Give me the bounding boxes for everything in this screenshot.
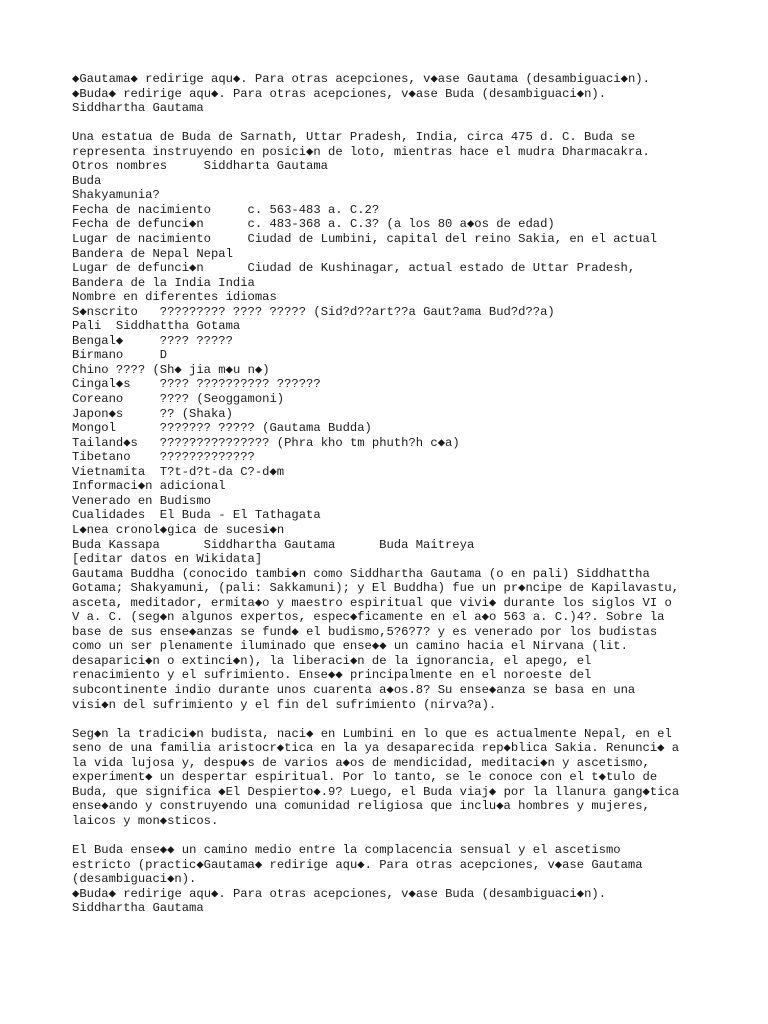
- text-line: Gautama Buddha (conocido tambi◆n como Siddhartha Gautama (o en pali) Siddhattha: [72, 566, 650, 581]
- text-line: desaparici◆n o extinci◆n), la liberaci◆n de la ignorancia, el apego, el: [72, 653, 592, 668]
- text-line: ense◆ando y construyendo una comunidad religiosa que inclu◆a hombres y mujeres,: [72, 799, 650, 814]
- text-line: Shakyamunia?: [72, 188, 160, 203]
- text-line: [editar datos en Wikidata]: [72, 552, 263, 567]
- text-line: Fecha de nacimiento c. 563-483 a. C.2?: [72, 202, 380, 217]
- text-line: ◆Buda◆ redirige aqu◆. Para otras acepciones, v◆ase Buda (desambiguaci◆n).: [72, 886, 607, 901]
- text-line: Bengal◆ ???? ?????: [72, 333, 233, 348]
- text-line: Una estatua de Buda de Sarnath, Uttar Pradesh, India, circa 475 d. C. Buda se: [72, 130, 636, 145]
- text-line: El Buda ense◆◆ un camino medio entre la complacencia sensual y el ascetismo: [72, 842, 621, 857]
- text-line: laicos y mon◆sticos.: [72, 813, 219, 828]
- text-line: (desambiguaci◆n).: [72, 872, 197, 887]
- text-line: seno de una familia aristocr◆tica en la ya desaparecida rep◆blica Sakia. Renunci◆ a: [72, 741, 680, 756]
- text-line: S◆nscrito ????????? ???? ????? (Sid?d??art??a Gaut?ama Bud?d??a): [72, 304, 555, 319]
- text-line: Venerado en Budismo: [72, 493, 211, 508]
- text-line: Informaci◆n adicional: [72, 479, 226, 494]
- text-line: Bandera de la India India: [72, 275, 255, 290]
- text-line: Tibetano ?????????????: [72, 450, 255, 465]
- blank-line: [72, 828, 702, 843]
- text-line: subcontinente indio durante unos cuarenta a◆os.8? Su ense◆anza se basa en una: [72, 682, 636, 697]
- text-line: Cingal◆s ???? ?????????? ??????: [72, 377, 321, 392]
- text-line: visi◆n del sufrimiento y el fin del sufrimiento (nirva?a).: [72, 697, 497, 712]
- text-line: representa instruyendo en posici◆n de loto, mientras hace el mudra Dharmacakra.: [72, 144, 650, 159]
- text-line: Mongol ??????? ????? (Gautama Budda): [72, 421, 372, 436]
- text-line: Fecha de defunci◆n c. 483-368 a. C.3? (a los 80 a◆os de edad): [72, 217, 555, 232]
- text-line: Birmano D: [72, 348, 168, 363]
- text-line: renacimiento y el sufrimiento. Ense◆◆ principalmente en el noroeste del: [72, 668, 592, 683]
- text-line: Lugar de defunci◆n Ciudad de Kushinagar, actual estado de Uttar Pradesh,: [72, 261, 636, 276]
- document-body: [72, 72, 702, 916]
- text-line: Lugar de nacimiento Ciudad de Lumbini, capital del reino Sakia, en el actual: [72, 232, 658, 247]
- text-line: Buda Kassapa Siddhartha Gautama Buda Maitreya: [72, 537, 475, 552]
- text-line: Vietnamita T?t-d?t-da C?-d◆m: [72, 464, 285, 479]
- text-line: Nombre en diferentes idiomas: [72, 290, 277, 305]
- text-line: Buda: [72, 173, 102, 188]
- blank-line: [72, 712, 702, 727]
- text-line: experiment◆ un despertar espiritual. Por lo tanto, se le conoce con el t◆tulo de: [72, 770, 658, 785]
- blank-line: [72, 116, 702, 131]
- text-line: Seg◆n la tradici◆n budista, naci◆ en Lumbini en lo que es actualmente Nepal, en el: [72, 726, 672, 741]
- text-line: Buda, que significa ◆El Despierto◆.9? Luego, el Buda viaj◆ por la llanura gang◆tica: [72, 784, 680, 799]
- text-line: Siddhartha Gautama: [72, 901, 204, 916]
- text-line: ◆Gautama◆ redirige aqu◆. Para otras acepciones, v◆ase Gautama (desambiguaci◆n).: [72, 72, 650, 86]
- text-line: Chino ???? (Sh◆ jia m◆u n◆): [72, 362, 270, 377]
- text-line: V a. C. (seg◆n algunos expertos, espec◆ficamente en el a◆o 563 a. C.)4?. Sobre la: [72, 610, 665, 625]
- text-line: Pali Siddhattha Gotama: [72, 319, 241, 334]
- text-line: como un ser plenamente iluminado que ense◆◆ un camino hacia el Nirvana (lit.: [72, 639, 628, 654]
- text-line: asceta, meditador, ermita◆o y maestro espiritual que vivi◆ durante los siglos VI o: [72, 595, 672, 610]
- text-line: estricto (practic◆Gautama◆ redirige aqu◆. Para otras acepciones, v◆ase Gautama: [72, 857, 643, 872]
- text-line: Coreano ???? (Seoggamoni): [72, 392, 285, 407]
- text-line: Siddhartha Gautama: [72, 101, 204, 116]
- text-line: Tailand◆s ??????????????? (Phra kho tm phuth?h c◆a): [72, 435, 460, 450]
- text-line: ◆Buda◆ redirige aqu◆. Para otras acepciones, v◆ase Buda (desambiguaci◆n).: [72, 86, 607, 101]
- text-line: L◆nea cronol◆gica de sucesi◆n: [72, 522, 285, 537]
- text-line: Japon◆s ?? (Shaka): [72, 406, 233, 421]
- text-line: Gotama; Shakyamuni, (pali: Sakkamuni); y El Buddha) fue un pr◆ncipe de Kapilavastu,: [72, 581, 680, 596]
- text-line: Otros nombres Siddharta Gautama: [72, 159, 328, 174]
- text-line: Bandera de Nepal Nepal: [72, 246, 233, 261]
- text-line: la vida lujosa y, despu◆s de varios a◆os de mendicidad, meditaci◆n y ascetismo,: [72, 755, 650, 770]
- text-line: Cualidades El Buda - El Tathagata: [72, 508, 321, 523]
- text-line: base de sus ense◆anzas se fund◆ el budismo,5?6?7? y es venerado por los budistas: [72, 624, 658, 639]
